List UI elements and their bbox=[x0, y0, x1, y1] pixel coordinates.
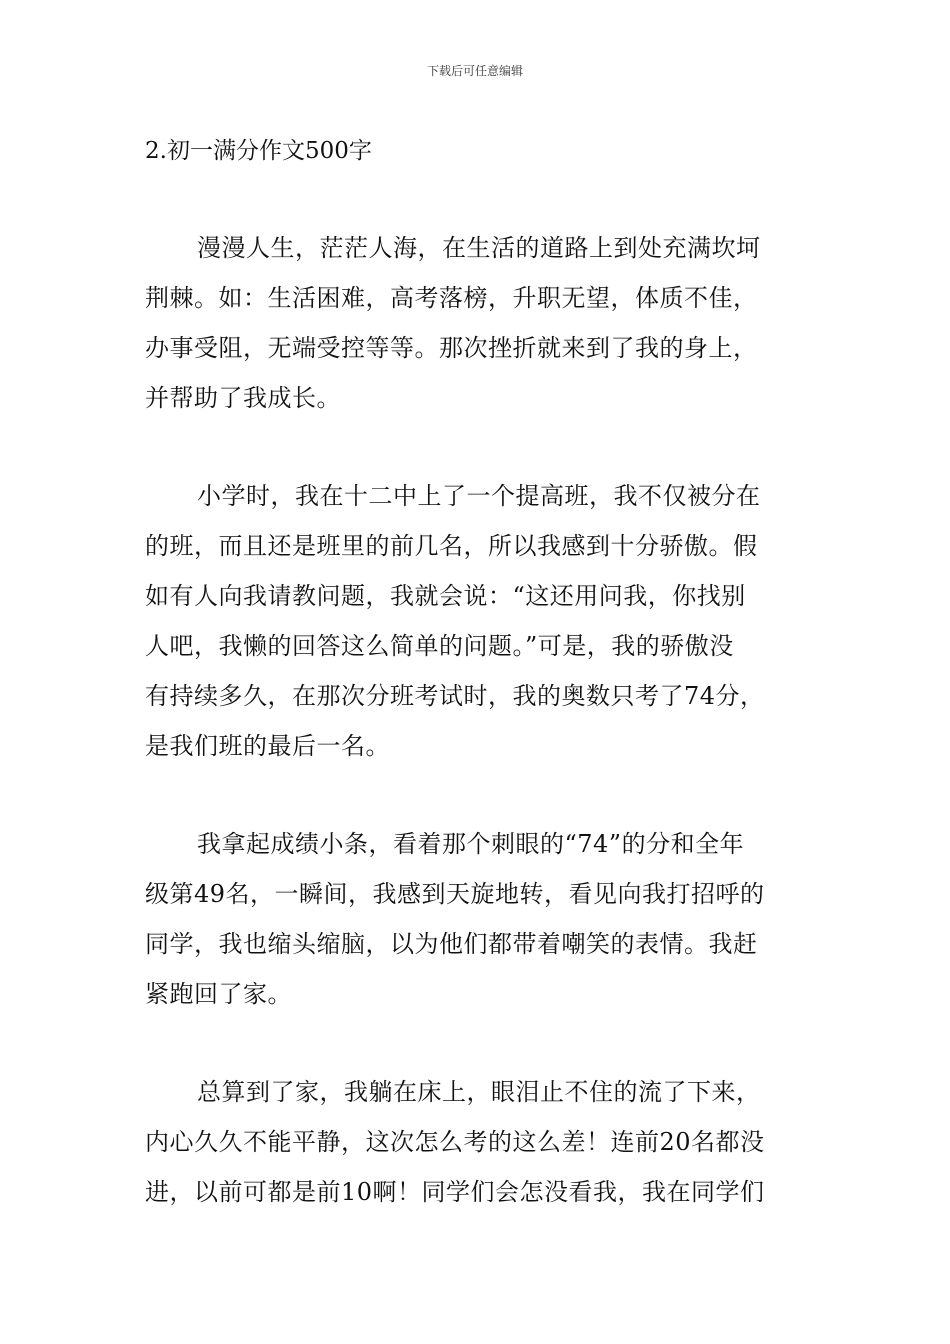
paragraph-3-line-2: 级第49名，一瞬间，我感到天旋地转，看见向我打招呼的 bbox=[145, 880, 765, 908]
paragraph-3-line-4: 紧跑回了家。 bbox=[145, 980, 292, 1008]
paragraph-3-line-3: 同学，我也缩头缩脑，以为他们都带着嘲笑的表情。我赶 bbox=[145, 930, 758, 958]
paragraph-2-line-3: 如有人向我请教问题，我就会说：“这还用问我，你找别 bbox=[145, 582, 746, 610]
paragraph-1-line-3: 办事受阻，无端受控等等。那次挫折就来到了我的身上， bbox=[145, 334, 758, 362]
paragraph-2-line-5: 有持续多久，在那次分班考试时，我的奥数只考了74分， bbox=[145, 682, 765, 710]
paragraph-2-line-1: 小学时，我在十二中上了一个提高班，我不仅被分在 bbox=[197, 482, 761, 510]
paragraph-2-line-6: 是我们班的最后一名。 bbox=[145, 732, 390, 760]
paragraph-4-line-3: 进，以前可都是前10啊！同学们会怎没看我，我在同学们 bbox=[145, 1178, 765, 1206]
paragraph-1-line-1: 漫漫人生，茫茫人海，在生活的道路上到处充满坎坷 bbox=[197, 234, 761, 262]
paragraph-2-line-2: 的班，而且还是班里的前几名，所以我感到十分骄傲。假 bbox=[145, 532, 758, 560]
page-header: 下载后可任意编辑 bbox=[426, 64, 523, 78]
document-title: 2.初一满分作文500字 bbox=[145, 138, 372, 164]
paragraph-1-line-4: 并帮助了我成长。 bbox=[145, 384, 341, 412]
paragraph-1-line-2: 荆棘。如：生活困难，高考落榜，升职无望，体质不佳， bbox=[145, 284, 758, 312]
paragraph-4-line-2: 内心久久不能平静，这次怎么考的这么差！连前20名都没 bbox=[145, 1128, 765, 1156]
paragraph-4-line-1: 总算到了家，我躺在床上，眼泪止不住的流了下来， bbox=[197, 1078, 761, 1106]
paragraph-3-line-1: 我拿起成绩小条，看着那个刺眼的“74”的分和全年 bbox=[197, 830, 745, 858]
paragraph-2-line-4: 人吧，我懒的回答这么简单的问题。”可是，我的骄傲没 bbox=[145, 632, 734, 660]
